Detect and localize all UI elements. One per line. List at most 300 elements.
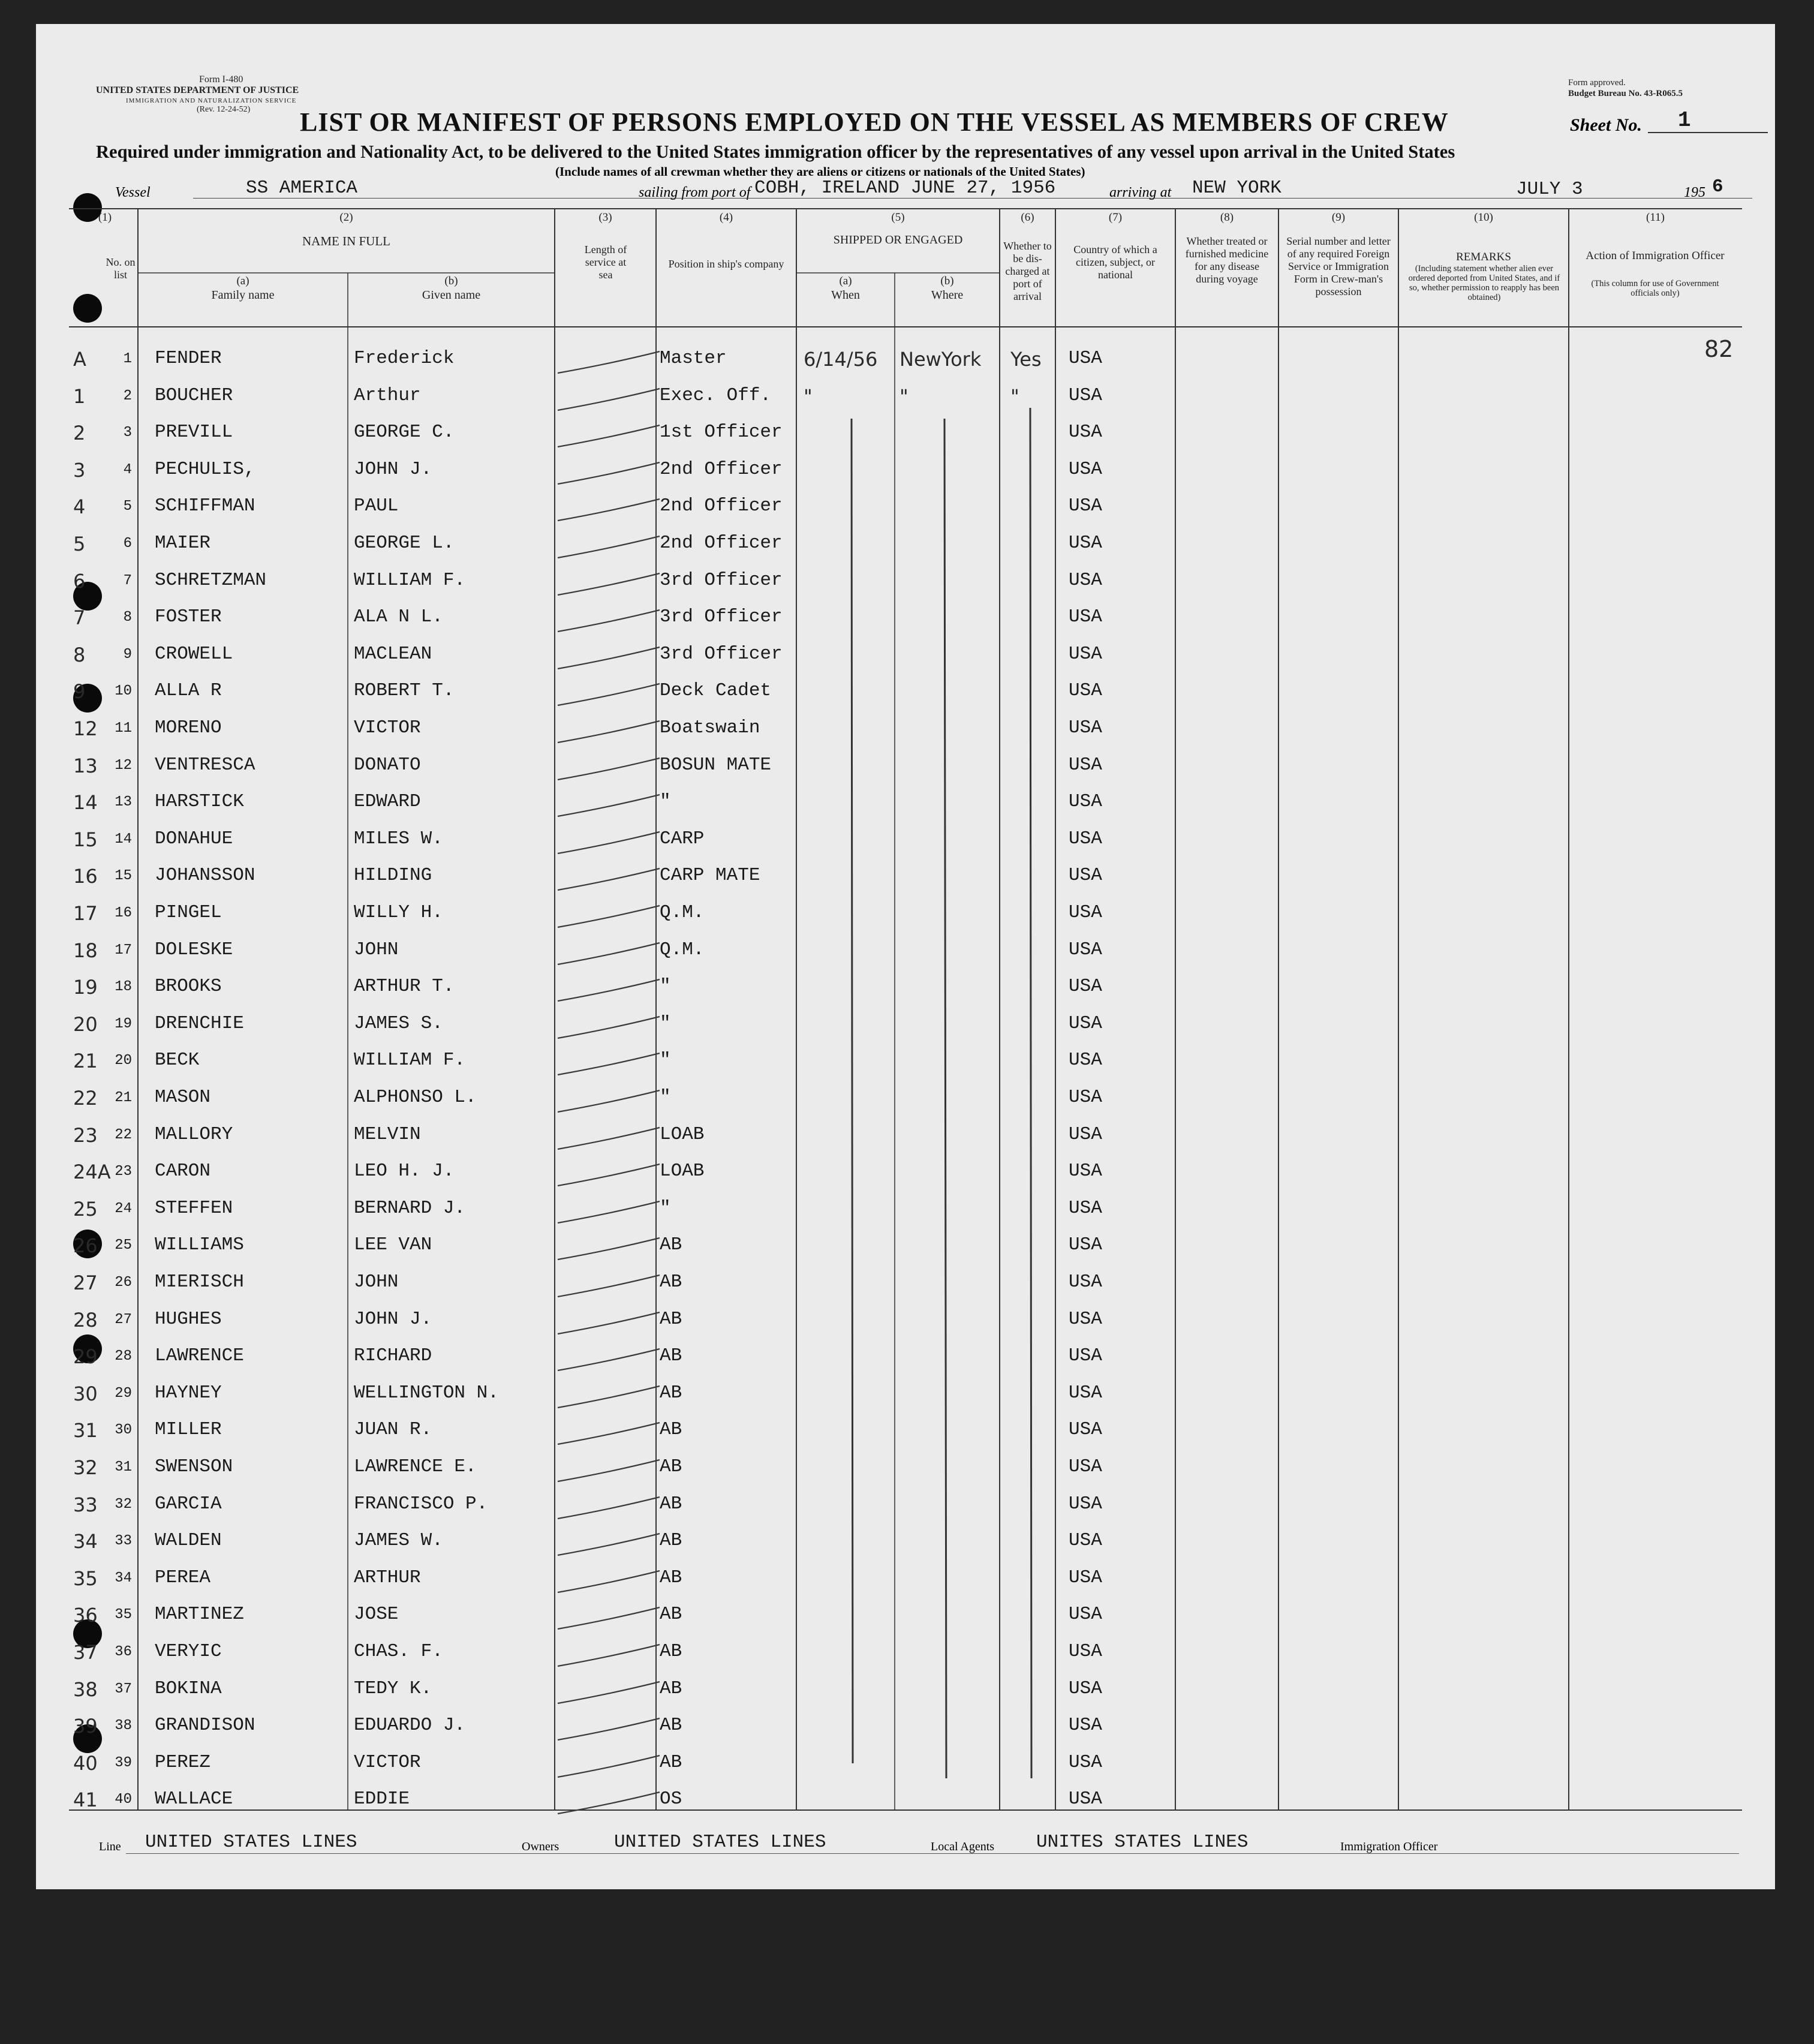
col4-number: (4) <box>719 211 733 224</box>
list-number: 23 <box>115 1164 132 1180</box>
given-name: LEO H. J. <box>354 1161 455 1182</box>
col2-number: (2) <box>339 211 353 224</box>
position: 2nd Officer <box>660 533 783 554</box>
given-name: ROBERT T. <box>354 680 455 701</box>
country: USA <box>1069 1382 1102 1403</box>
country: USA <box>1069 1678 1102 1699</box>
country: USA <box>1069 606 1102 627</box>
given-name: LEE VAN <box>354 1234 432 1255</box>
sailing-label: sailing from port of <box>639 185 751 200</box>
form-note: (Include names of all crewman whether they are aliens or citizens or nationals of the United States) <box>555 164 1085 179</box>
position: Exec. Off. <box>660 385 772 406</box>
agents-label: Local Agents <box>931 1840 995 1853</box>
family-name: SWENSON <box>155 1456 233 1477</box>
position: AB <box>660 1752 682 1773</box>
year-suffix: 6 <box>1712 176 1723 197</box>
list-number: 31 <box>115 1459 132 1475</box>
service-check-mark <box>558 1128 660 1149</box>
position: LOAB <box>660 1161 705 1182</box>
given-name: Arthur <box>354 385 421 406</box>
country: USA <box>1069 1124 1102 1145</box>
form-number: Form I-480 <box>199 74 243 85</box>
position: BOSUN MATE <box>660 755 772 775</box>
service-check-mark <box>558 943 660 964</box>
handwritten-line-number: 32 <box>73 1456 98 1479</box>
country: USA <box>1069 1234 1102 1255</box>
list-number: 15 <box>115 868 132 884</box>
given-name: TEDY K. <box>354 1678 432 1699</box>
family-name: PEREA <box>155 1567 211 1588</box>
service-check-mark <box>558 1164 660 1186</box>
country: USA <box>1069 755 1102 775</box>
list-number: 10 <box>115 683 132 699</box>
handwritten-line-number: 7 <box>73 606 86 629</box>
given-name: JAMES W. <box>354 1530 443 1551</box>
list-number: 39 <box>115 1755 132 1771</box>
list-number: 25 <box>115 1237 132 1254</box>
country: USA <box>1069 348 1102 369</box>
handwritten-line-number: 16 <box>73 865 98 888</box>
list-number: 38 <box>115 1718 132 1734</box>
col1-header: No. on list <box>106 256 136 281</box>
country: USA <box>1069 422 1102 443</box>
handwritten-line-number: 21 <box>73 1050 98 1072</box>
handwritten-line-number: 20 <box>73 1013 98 1036</box>
list-number: 2 <box>123 388 132 404</box>
list-number: 11 <box>115 720 132 737</box>
position: AB <box>660 1604 682 1625</box>
list-number: 26 <box>115 1275 132 1291</box>
service-check-mark <box>558 610 660 632</box>
list-number: 29 <box>115 1385 132 1402</box>
list-number: 8 <box>123 609 132 626</box>
vessel-name: SS AMERICA <box>246 178 358 199</box>
family-name: PINGEL <box>155 902 222 923</box>
service-check-mark <box>558 1534 660 1555</box>
given-name: JOHN J. <box>354 459 432 480</box>
position: " <box>660 791 671 812</box>
handwritten-line-number: 27 <box>73 1272 98 1294</box>
position: " <box>660 1050 671 1071</box>
col10-header: REMARKS <box>1456 251 1511 263</box>
service-check-mark <box>558 573 660 595</box>
handwritten-line-number: 15 <box>73 828 98 851</box>
given-name: LAWRENCE E. <box>354 1456 477 1477</box>
family-name: BECK <box>155 1050 200 1071</box>
service-check-mark <box>558 1017 660 1038</box>
col2b-number: (b) <box>444 275 458 287</box>
country: USA <box>1069 1715 1102 1736</box>
list-number: 22 <box>115 1127 132 1143</box>
col10-number: (10) <box>1474 211 1493 224</box>
service-check-mark <box>558 684 660 705</box>
given-name: WELLINGTON N. <box>354 1382 499 1403</box>
country: USA <box>1069 1309 1102 1330</box>
handwritten-line-number: 41 <box>73 1789 98 1811</box>
col7-number: (7) <box>1108 211 1123 224</box>
family-name: MAIER <box>155 533 211 554</box>
given-name: VICTOR <box>354 717 421 738</box>
col2a-header: Family name <box>211 288 275 302</box>
position: 3rd Officer <box>660 570 783 591</box>
given-name: RICHARD <box>354 1345 432 1366</box>
list-number: 20 <box>115 1053 132 1069</box>
family-name: ALLA R <box>155 680 222 701</box>
list-number: 12 <box>115 758 132 774</box>
list-number: 40 <box>115 1791 132 1808</box>
position: AB <box>660 1715 682 1736</box>
country: USA <box>1069 717 1102 738</box>
arrival-date: JULY 3 <box>1516 179 1583 200</box>
list-number: 36 <box>115 1644 132 1660</box>
position: AB <box>660 1309 682 1330</box>
position: LOAB <box>660 1124 705 1145</box>
given-name: GEORGE L. <box>354 533 455 554</box>
col3-number: (3) <box>598 211 612 224</box>
country: USA <box>1069 828 1102 849</box>
position: AB <box>660 1678 682 1699</box>
country: USA <box>1069 865 1102 886</box>
position: 3rd Officer <box>660 606 783 627</box>
country: USA <box>1069 1456 1102 1477</box>
col9-header: Serial number and letter of any required Foreign Service or Immigration Form in Crew-man's possession <box>1286 235 1391 297</box>
table-grid <box>36 24 1775 1889</box>
shipped-when: " <box>804 385 813 408</box>
service-check-mark <box>558 499 660 521</box>
list-number: 33 <box>115 1533 132 1549</box>
handwritten-line-number: 36 <box>73 1604 98 1627</box>
agents-value: UNITES STATES LINES <box>1036 1832 1249 1853</box>
country: USA <box>1069 939 1102 960</box>
list-number: 16 <box>115 905 132 921</box>
service-check-mark <box>558 462 660 484</box>
shipped-when: 6/14/56 <box>804 348 878 371</box>
col1-number: (1) <box>98 211 112 224</box>
handwritten-line-number: 19 <box>73 976 98 999</box>
position: AB <box>660 1530 682 1551</box>
handwritten-line-number: 38 <box>73 1678 98 1701</box>
position: Q.M. <box>660 939 705 960</box>
country: USA <box>1069 1641 1102 1662</box>
position: 1st Officer <box>660 422 783 443</box>
country: USA <box>1069 1272 1102 1292</box>
service-check-mark <box>558 868 660 890</box>
handwritten-line-number: 17 <box>73 902 98 925</box>
family-name: FENDER <box>155 348 222 369</box>
given-name: Frederick <box>354 348 455 369</box>
given-name: PAUL <box>354 495 399 516</box>
given-name: FRANCISCO P. <box>354 1493 488 1514</box>
family-name: PECHULIS, <box>155 459 255 480</box>
service-check-mark <box>558 1460 660 1481</box>
service-check-mark <box>558 1423 660 1444</box>
col2b-header: Given name <box>422 288 481 302</box>
family-name: PREVILL <box>155 422 233 443</box>
service-check-mark <box>558 906 660 927</box>
col2a-number: (a) <box>236 275 249 287</box>
year-prefix: 195 <box>1684 185 1705 200</box>
list-number: 37 <box>115 1681 132 1697</box>
arrival-port: NEW YORK <box>1192 178 1281 199</box>
form-title: LIST OR MANIFEST OF PERSONS EMPLOYED ON THE VESSEL AS MEMBERS OF CREW <box>300 107 1449 137</box>
handwritten-line-number: 37 <box>73 1641 98 1664</box>
service-check-mark <box>558 979 660 1001</box>
country: USA <box>1069 1604 1102 1625</box>
owners-label: Owners <box>522 1840 559 1853</box>
service-check-mark <box>558 536 660 558</box>
given-name: DONATO <box>354 755 421 775</box>
service-check-mark <box>558 721 660 743</box>
handwritten-line-number: 18 <box>73 939 98 962</box>
handwritten-line-number: 26 <box>73 1234 98 1257</box>
country: USA <box>1069 1198 1102 1219</box>
service-check-mark <box>558 425 660 447</box>
list-number: 35 <box>115 1607 132 1623</box>
handwritten-line-number: 35 <box>73 1567 98 1590</box>
arriving-label: arriving at <box>1109 185 1172 200</box>
list-number: 21 <box>115 1090 132 1106</box>
handwritten-line-number: 6 <box>73 570 86 593</box>
position: Deck Cadet <box>660 680 772 701</box>
position: AB <box>660 1234 682 1255</box>
service-check-mark <box>558 1090 660 1112</box>
handwritten-line-number: 9 <box>73 680 86 703</box>
country: USA <box>1069 385 1102 406</box>
handwritten-line-number: 25 <box>73 1198 98 1221</box>
handwritten-line-number: 3 <box>73 459 86 482</box>
line-value: UNITED STATES LINES <box>145 1832 357 1853</box>
service-check-mark <box>558 1682 660 1703</box>
position: 2nd Officer <box>660 459 783 480</box>
col2-header: NAME IN FULL <box>302 234 390 248</box>
service-check-mark <box>558 1645 660 1666</box>
country: USA <box>1069 533 1102 554</box>
country: USA <box>1069 1161 1102 1182</box>
given-name: CHAS. F. <box>354 1641 443 1662</box>
list-number: 3 <box>123 425 132 441</box>
position: AB <box>660 1567 682 1588</box>
line-label: Line <box>99 1840 121 1853</box>
country: USA <box>1069 680 1102 701</box>
handwritten-line-number: 23 <box>73 1124 98 1147</box>
department: UNITED STATES DEPARTMENT OF JUSTICE <box>96 85 299 95</box>
country: USA <box>1069 459 1102 480</box>
given-name: EDUARDO J. <box>354 1715 466 1736</box>
service-check-mark <box>558 1386 660 1408</box>
given-name: MACLEAN <box>354 644 432 665</box>
given-name: WILLY H. <box>354 902 443 923</box>
sheet-number: 1 <box>1678 108 1691 133</box>
list-number: 28 <box>115 1348 132 1364</box>
family-name: MALLORY <box>155 1124 233 1145</box>
list-number: 9 <box>123 647 132 663</box>
col4-header: Position in ship's company <box>668 258 784 270</box>
handwritten-line-number: 40 <box>73 1752 98 1775</box>
col3-header: Length of service at sea <box>584 244 627 281</box>
given-name: EDWARD <box>354 791 421 812</box>
list-number: 5 <box>123 498 132 515</box>
position: AB <box>660 1493 682 1514</box>
family-name: BOKINA <box>155 1678 222 1699</box>
service-check-mark <box>558 1497 660 1519</box>
family-name: MASON <box>155 1087 211 1108</box>
country: USA <box>1069 1567 1102 1588</box>
given-name: EDDIE <box>354 1789 410 1809</box>
service-check-mark <box>558 389 660 410</box>
given-name: GEORGE C. <box>354 422 455 443</box>
list-number: 32 <box>115 1496 132 1513</box>
col7-header: Country of which a citizen, subject, or national <box>1073 244 1157 281</box>
officer-label: Immigration Officer <box>1340 1840 1438 1853</box>
handwritten-line-number: 33 <box>73 1493 98 1516</box>
family-name: DRENCHIE <box>155 1013 244 1034</box>
col11-header: Action of Immigration Officer <box>1586 250 1725 262</box>
position: " <box>660 1013 671 1034</box>
service-check-mark <box>558 795 660 816</box>
country: USA <box>1069 1050 1102 1071</box>
country: USA <box>1069 1789 1102 1809</box>
position: 3rd Officer <box>660 644 783 665</box>
family-name: WILLIAMS <box>155 1234 244 1255</box>
col5b-number: (b) <box>940 275 954 287</box>
country: USA <box>1069 1530 1102 1551</box>
country: USA <box>1069 791 1102 812</box>
family-name: VERYIC <box>155 1641 222 1662</box>
country: USA <box>1069 495 1102 516</box>
discharge-flag: Yes <box>1010 348 1042 371</box>
country: USA <box>1069 1752 1102 1773</box>
sheet-label: Sheet No. <box>1570 115 1642 135</box>
handwritten-line-number: 31 <box>73 1419 98 1442</box>
col5-header: SHIPPED OR ENGAGED <box>833 233 963 247</box>
country: USA <box>1069 1013 1102 1034</box>
country: USA <box>1069 644 1102 665</box>
position: AB <box>660 1382 682 1403</box>
position: AB <box>660 1641 682 1662</box>
discharge-flag: " <box>1010 385 1019 408</box>
vessel-label: Vessel <box>115 185 151 200</box>
family-name: MORENO <box>155 717 222 738</box>
col11-note: (This column for use of Government officials only) <box>1591 279 1719 298</box>
departure-port: COBH, IRELAND JUNE 27, 1956 <box>754 178 1056 199</box>
col9-number: (9) <box>1331 211 1346 224</box>
footer-underline <box>126 1853 1739 1854</box>
shipped-where: NewYork <box>900 348 982 371</box>
position: AB <box>660 1456 682 1477</box>
col6-header: Whether to be dis-charged at port of arrival <box>1003 240 1052 302</box>
position: " <box>660 1198 671 1219</box>
position: " <box>660 976 671 997</box>
handwritten-line-number: 28 <box>73 1309 98 1331</box>
family-name: MARTINEZ <box>155 1604 244 1625</box>
country: USA <box>1069 1345 1102 1366</box>
given-name: WILLIAM F. <box>354 570 466 591</box>
list-number: 6 <box>123 536 132 552</box>
position: Boatswain <box>660 717 760 738</box>
handwritten-line-number: 34 <box>73 1530 98 1553</box>
service-check-mark <box>558 758 660 780</box>
given-name: JOHN <box>354 939 399 960</box>
list-number: 4 <box>123 462 132 478</box>
revision: (Rev. 12-24-52) <box>197 105 251 114</box>
service-check-mark <box>558 1312 660 1334</box>
family-name: MILLER <box>155 1419 222 1440</box>
service-check-mark <box>558 1201 660 1223</box>
family-name: PEREZ <box>155 1752 211 1773</box>
service-check-mark <box>558 1349 660 1370</box>
family-name: WALLACE <box>155 1789 233 1809</box>
given-name: WILLIAM F. <box>354 1050 466 1071</box>
given-name: JUAN R. <box>354 1419 432 1440</box>
family-name: GARCIA <box>155 1493 222 1514</box>
list-number: 13 <box>115 794 132 810</box>
handwritten-line-number: 22 <box>73 1087 98 1110</box>
service-check-mark <box>558 1718 660 1740</box>
family-name: LAWRENCE <box>155 1345 244 1366</box>
handwritten-line-number: 39 <box>73 1715 98 1738</box>
service-check-mark <box>558 1756 660 1777</box>
family-name: SCHIFFMAN <box>155 495 255 516</box>
country: USA <box>1069 902 1102 923</box>
list-number: 1 <box>123 351 132 367</box>
family-name: CROWELL <box>155 644 233 665</box>
service-check-mark <box>558 1275 660 1297</box>
position: OS <box>660 1789 682 1809</box>
handwritten-line-number: 13 <box>73 755 98 777</box>
position: AB <box>660 1272 682 1292</box>
handwritten-line-number: 5 <box>73 533 86 555</box>
given-name: ARTHUR T. <box>354 976 455 997</box>
family-name: HARSTICK <box>155 791 244 812</box>
given-name: JOSE <box>354 1604 399 1625</box>
family-name: WALDEN <box>155 1530 222 1551</box>
position: CARP <box>660 828 705 849</box>
list-number: 17 <box>115 942 132 958</box>
handwritten-line-number: 14 <box>73 791 98 814</box>
service-check-mark <box>558 647 660 669</box>
given-name: ALA N L. <box>354 606 443 627</box>
country: USA <box>1069 1419 1102 1440</box>
service-check-mark <box>558 1053 660 1075</box>
col10-note: (Including statement whether alien ever ordered deported from United States, and if so, whether permission to reapply has been obtained) <box>1408 264 1560 302</box>
handwritten-line-number: 4 <box>73 495 86 518</box>
approval-text: Form approved. <box>1568 78 1626 88</box>
handwritten-line-number: 12 <box>73 717 98 740</box>
list-number: 34 <box>115 1570 132 1586</box>
family-name: HAYNEY <box>155 1382 222 1403</box>
service-check-mark <box>558 832 660 853</box>
given-name: VICTOR <box>354 1752 421 1773</box>
handwritten-line-number: 29 <box>73 1345 98 1368</box>
handwritten-line-number: 24A <box>73 1161 111 1183</box>
family-name: JOHANSSON <box>155 865 255 886</box>
owners-value: UNITED STATES LINES <box>614 1832 826 1853</box>
page-total: 82 <box>1704 336 1734 362</box>
family-name: FOSTER <box>155 606 222 627</box>
col5-number: (5) <box>891 211 905 224</box>
shipped-where: " <box>900 385 908 408</box>
family-name: DOLESKE <box>155 939 233 960</box>
position: Q.M. <box>660 902 705 923</box>
given-name: JAMES S. <box>354 1013 443 1034</box>
position: Master <box>660 348 727 369</box>
country: USA <box>1069 976 1102 997</box>
list-number: 19 <box>115 1016 132 1032</box>
country: USA <box>1069 1087 1102 1108</box>
col8-number: (8) <box>1220 211 1234 224</box>
list-number: 30 <box>115 1422 132 1438</box>
list-number: 27 <box>115 1312 132 1328</box>
